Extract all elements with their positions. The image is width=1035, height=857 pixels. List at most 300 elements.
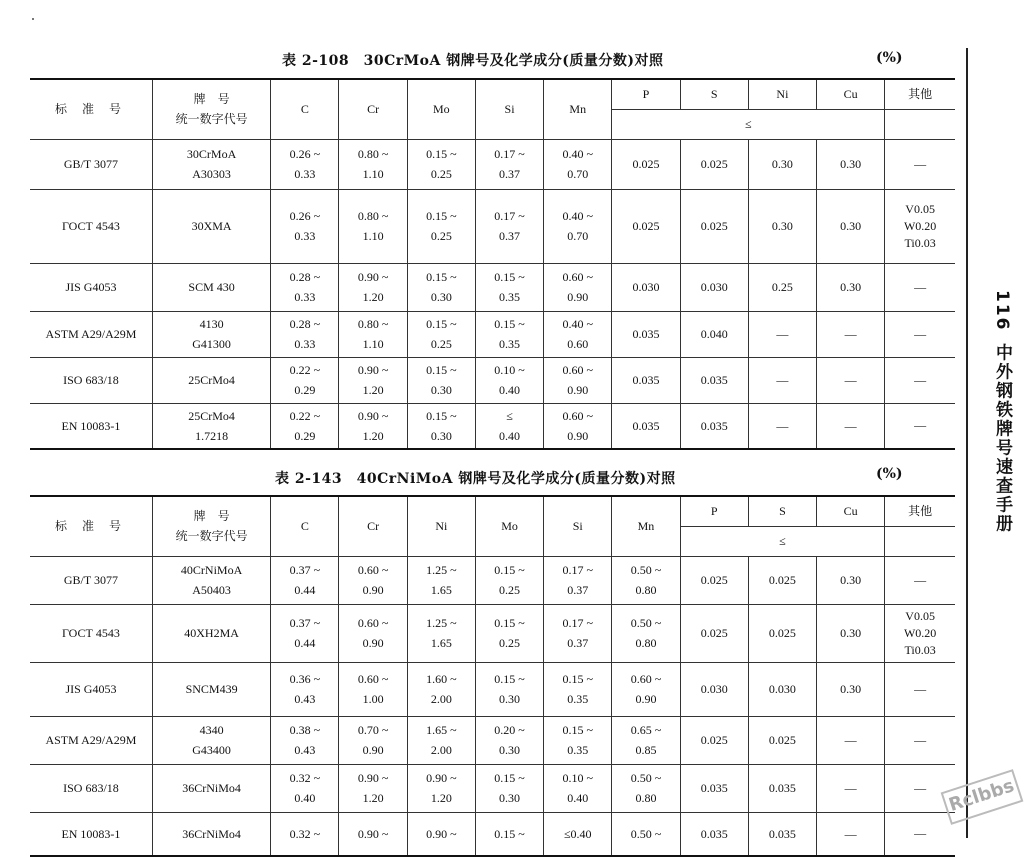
- header-element: C: [271, 496, 339, 556]
- other-element: —: [914, 156, 927, 171]
- header-element: Cr: [339, 496, 407, 556]
- value-lower-bound: 0.28 ~: [289, 270, 321, 284]
- value-upper-bound: 0.35: [499, 337, 521, 351]
- unified-code-cell: G41300: [192, 337, 231, 351]
- max-value-cell: 0.035: [680, 764, 748, 812]
- value-lower-bound: 0.50 ~: [630, 616, 662, 630]
- header-element: C: [271, 79, 339, 139]
- max-value-cell: 0.30: [817, 604, 885, 662]
- range-cell: [544, 403, 612, 449]
- max-value-cell: 0.025: [680, 189, 748, 263]
- value-lower-bound: 0.15 ~: [494, 563, 525, 577]
- range-cell: [475, 357, 543, 403]
- range-cell: [475, 403, 543, 449]
- grade-cell: 4130: [199, 317, 224, 331]
- book-title: 中外钢铁牌号速查手册: [992, 343, 1012, 534]
- max-value-cell: 0.025: [612, 139, 680, 189]
- value-lower-bound: 0.90 ~: [426, 771, 457, 785]
- value-lower-bound: 0.26 ~: [289, 147, 321, 161]
- value-lower-bound: 0.60 ~: [357, 563, 389, 577]
- grade-cell: 30CrMoA: [186, 147, 237, 161]
- max-value-cell: 0.025: [612, 189, 680, 263]
- grade-cell: 25CrMo4: [188, 408, 235, 423]
- value-lower-bound: 0.65 ~: [630, 723, 662, 737]
- value-lower-bound: 0.90 ~: [357, 771, 389, 785]
- max-value-cell: 0.025: [680, 139, 748, 189]
- max-value-cell: 0.025: [748, 556, 816, 604]
- value-upper-bound: 0.30: [430, 290, 452, 304]
- value-lower-bound: 0.15 ~: [494, 672, 525, 686]
- standard-cell: ГОСТ 4543: [30, 604, 152, 662]
- range-cell: [271, 139, 339, 189]
- value-upper-bound: 0.35: [567, 743, 589, 757]
- standard-cell: GB/T 3077: [30, 139, 152, 189]
- header-element: 其他: [885, 496, 955, 526]
- value-lower-bound: 0.90 ~: [357, 408, 389, 423]
- watermark-stamp: Rclbbs: [941, 769, 1024, 825]
- other-element: —: [914, 326, 927, 341]
- range-cell: [407, 812, 475, 856]
- value-lower-bound: 0.15 ~: [494, 616, 525, 630]
- range-cell: [475, 311, 543, 357]
- value-lower-bound: 0.80 ~: [357, 147, 389, 161]
- range-cell: [612, 556, 680, 604]
- value-lower-bound: 0.37 ~: [289, 616, 321, 630]
- value-upper-bound: 0.29: [294, 428, 316, 443]
- header-element: Cu: [817, 79, 885, 109]
- standard-cell: ГОСТ 4543: [30, 189, 152, 263]
- value-upper-bound: 0.29: [294, 383, 316, 397]
- table2-composition: [30, 495, 955, 857]
- standard-cell: JIS G4053: [30, 263, 152, 311]
- value-upper-bound: 0.43: [294, 743, 316, 757]
- range-cell: [407, 311, 475, 357]
- header-element: Mo: [407, 79, 475, 139]
- header-unified-code: 统一数字代号: [175, 529, 248, 544]
- range-cell: [475, 189, 543, 263]
- value-lower-bound: ≤: [506, 408, 513, 423]
- value-upper-bound: 1.20: [362, 383, 384, 397]
- range-cell: [544, 604, 612, 662]
- value-lower-bound: 0.90 ~: [357, 270, 389, 284]
- value-upper-bound: 1.10: [362, 167, 384, 181]
- max-value-cell: 0.30: [817, 556, 885, 604]
- header-element: Si: [544, 496, 612, 556]
- value-lower-bound: 0.17 ~: [494, 147, 525, 161]
- grade-cell: 25CrMo4: [188, 373, 235, 387]
- range-cell: [407, 189, 475, 263]
- other-element: Ti0.03: [904, 642, 936, 657]
- value-upper-bound: 0.90: [362, 636, 384, 650]
- range-cell: [475, 139, 543, 189]
- max-value-cell: 0.025: [680, 556, 748, 604]
- max-value-cell: —: [817, 403, 885, 449]
- value-upper-bound: 0.30: [499, 791, 521, 805]
- value-upper-bound: 0.33: [294, 290, 316, 304]
- value-lower-bound: 0.17 ~: [562, 616, 593, 630]
- table-row: [30, 812, 955, 856]
- range-cell: [339, 263, 407, 311]
- other-element: —: [914, 418, 927, 433]
- header-element: Si: [475, 79, 543, 139]
- value-upper-bound: 1.20: [430, 791, 452, 805]
- value-upper-bound: 0.80: [635, 791, 657, 805]
- other-cell: [885, 662, 955, 716]
- value-lower-bound: 0.70 ~: [357, 723, 389, 737]
- range-cell: [612, 662, 680, 716]
- max-value-cell: 0.30: [817, 189, 885, 263]
- range-cell: [271, 662, 339, 716]
- range-cell: [339, 662, 407, 716]
- grade-cell: 4340: [199, 723, 224, 737]
- scan-speck: [32, 18, 34, 20]
- range-cell: [271, 263, 339, 311]
- max-value-cell: 0.035: [748, 764, 816, 812]
- range-cell: [339, 812, 407, 856]
- value-lower-bound: 0.10 ~: [562, 771, 593, 785]
- other-element: —: [914, 279, 927, 294]
- value-upper-bound: 0.30: [499, 692, 521, 706]
- value-upper-bound: 1.20: [362, 290, 384, 304]
- value-lower-bound: 0.15 ~: [494, 317, 525, 331]
- range-cell: [271, 812, 339, 856]
- other-cell: [885, 311, 955, 357]
- table-row: [30, 403, 955, 449]
- value-upper-bound: 0.90: [567, 428, 589, 443]
- grade-cell: 40CrNiMoA: [180, 563, 243, 577]
- table2-title: 表 2-143 40CrNiMoA 钢牌号及化学成分(质量分数)对照: [275, 471, 676, 487]
- value-lower-bound: 0.80 ~: [357, 209, 389, 223]
- header-max-sign: ≤: [612, 109, 885, 139]
- value-upper-bound: 0.70: [567, 229, 589, 243]
- range-cell: [544, 662, 612, 716]
- max-value-cell: 0.035: [680, 357, 748, 403]
- grade-cell: SCM 430: [188, 280, 235, 294]
- value-upper-bound: 1.00: [362, 692, 384, 706]
- range-cell: [475, 263, 543, 311]
- value-lower-bound: 1.65 ~: [426, 723, 457, 737]
- table1-title: 表 2-108 30CrMoA 钢牌号及化学成分(质量分数)对照: [282, 53, 664, 69]
- table-row: [30, 716, 955, 764]
- value-upper-bound: ≤0.40: [563, 826, 592, 841]
- value-upper-bound: 0.33: [294, 229, 316, 243]
- value-lower-bound: 0.15 ~: [494, 270, 525, 284]
- standard-cell: JIS G4053: [30, 662, 152, 716]
- range-cell: [544, 556, 612, 604]
- value-upper-bound: 0.90: [362, 583, 384, 597]
- other-cell: [885, 604, 955, 662]
- range-cell: [544, 263, 612, 311]
- range-cell: [544, 764, 612, 812]
- value-lower-bound: 0.90 ~: [426, 826, 457, 841]
- value-upper-bound: 0.37: [567, 636, 589, 650]
- other-element: —: [914, 681, 927, 696]
- standard-cell: EN 10083-1: [30, 812, 152, 856]
- standard-cell: GB/T 3077: [30, 556, 152, 604]
- max-value-cell: 0.30: [748, 139, 816, 189]
- value-upper-bound: 1.20: [362, 428, 384, 443]
- unified-code-cell: A30303: [192, 167, 231, 181]
- value-lower-bound: 0.37 ~: [289, 563, 321, 577]
- unified-code-cell: 1.7218: [195, 428, 229, 443]
- value-lower-bound: 0.10 ~: [494, 363, 525, 377]
- header-element: Mn: [612, 496, 680, 556]
- max-value-cell: 0.030: [612, 263, 680, 311]
- range-cell: [271, 403, 339, 449]
- max-value-cell: —: [817, 764, 885, 812]
- value-upper-bound: 0.25: [499, 583, 521, 597]
- value-upper-bound: 0.25: [430, 337, 452, 351]
- value-upper-bound: 0.85: [635, 743, 657, 757]
- table1-unit: (%): [876, 50, 903, 66]
- value-upper-bound: 0.40: [499, 428, 521, 443]
- value-upper-bound: 2.00: [430, 692, 452, 706]
- range-cell: [475, 604, 543, 662]
- range-cell: [612, 812, 680, 856]
- max-value-cell: 0.30: [817, 263, 885, 311]
- standard-cell: ASTM A29/A29M: [30, 311, 152, 357]
- other-cell: [885, 716, 955, 764]
- other-element: —: [914, 372, 927, 387]
- value-lower-bound: 0.15 ~: [426, 317, 457, 331]
- max-value-cell: 0.30: [817, 662, 885, 716]
- max-value-cell: 0.035: [680, 403, 748, 449]
- value-lower-bound: 0.60 ~: [562, 363, 593, 377]
- value-lower-bound: 0.17 ~: [562, 563, 593, 577]
- grade-cell: 30ХМА: [191, 219, 232, 233]
- value-upper-bound: 0.70: [567, 167, 589, 181]
- value-upper-bound: 0.33: [294, 167, 316, 181]
- range-cell: [339, 556, 407, 604]
- value-upper-bound: 0.90: [362, 743, 384, 757]
- range-cell: [612, 764, 680, 812]
- value-upper-bound: 1.20: [362, 791, 384, 805]
- header-element: P: [612, 79, 680, 109]
- other-element: V0.05: [905, 608, 935, 623]
- range-cell: [407, 764, 475, 812]
- header-standard: 标 准 号: [30, 79, 152, 139]
- value-lower-bound: 0.50 ~: [630, 563, 662, 577]
- header-standard: 标 准 号: [30, 496, 152, 556]
- value-lower-bound: 0.15 ~: [426, 408, 457, 423]
- range-cell: [339, 357, 407, 403]
- standard-cell: ISO 683/18: [30, 764, 152, 812]
- range-cell: [612, 716, 680, 764]
- value-lower-bound: 0.15 ~: [562, 723, 593, 737]
- value-lower-bound: 0.15 ~: [494, 771, 525, 785]
- table-row: [30, 662, 955, 716]
- value-lower-bound: 0.17 ~: [494, 209, 525, 223]
- max-value-cell: 0.025: [748, 716, 816, 764]
- value-upper-bound: 0.30: [430, 428, 452, 443]
- value-lower-bound: 0.40 ~: [562, 147, 593, 161]
- other-cell: [885, 812, 955, 856]
- other-element: W0.20: [903, 218, 937, 233]
- table-row: [30, 357, 955, 403]
- max-value-cell: —: [817, 357, 885, 403]
- value-upper-bound: 0.25: [499, 636, 521, 650]
- range-cell: [544, 189, 612, 263]
- other-element: Ti0.03: [904, 235, 936, 250]
- range-cell: [407, 139, 475, 189]
- range-cell: [407, 263, 475, 311]
- value-upper-bound: 0.30: [430, 383, 452, 397]
- value-upper-bound: 0.80: [635, 636, 657, 650]
- table-row: [30, 139, 955, 189]
- value-lower-bound: 0.32 ~: [289, 771, 321, 785]
- header-element: Ni: [748, 79, 816, 109]
- value-lower-bound: 0.60 ~: [630, 672, 662, 686]
- max-value-cell: 0.040: [680, 311, 748, 357]
- other-element: W0.20: [903, 625, 937, 640]
- max-value-cell: —: [817, 311, 885, 357]
- range-cell: [339, 764, 407, 812]
- range-cell: [475, 812, 543, 856]
- value-lower-bound: 0.38 ~: [289, 723, 321, 737]
- value-upper-bound: 1.65: [430, 636, 452, 650]
- value-upper-bound: 0.35: [499, 290, 521, 304]
- value-lower-bound: 0.26 ~: [289, 209, 321, 223]
- range-cell: [544, 812, 612, 856]
- value-lower-bound: 0.40 ~: [562, 209, 593, 223]
- header-element: Cu: [817, 496, 885, 526]
- grade-cell: 40ХН2МА: [184, 626, 239, 640]
- value-upper-bound: 1.65: [430, 583, 452, 597]
- header-grade: 牌 号: [193, 92, 230, 107]
- value-upper-bound: 0.33: [294, 337, 316, 351]
- range-cell: [407, 357, 475, 403]
- header-element: Mn: [544, 79, 612, 139]
- range-cell: [339, 311, 407, 357]
- value-lower-bound: 0.90 ~: [357, 363, 389, 377]
- range-cell: [339, 403, 407, 449]
- max-value-cell: —: [748, 311, 816, 357]
- unified-code-cell: G43400: [192, 743, 231, 757]
- value-upper-bound: 0.90: [635, 692, 657, 706]
- value-lower-bound: 0.80 ~: [357, 317, 389, 331]
- range-cell: [271, 357, 339, 403]
- value-upper-bound: 0.25: [430, 229, 452, 243]
- side-margin: [985, 290, 1015, 534]
- range-cell: [475, 716, 543, 764]
- max-value-cell: —: [817, 812, 885, 856]
- value-lower-bound: 0.20 ~: [494, 723, 525, 737]
- value-upper-bound: 0.90: [567, 383, 589, 397]
- table1-composition: [30, 78, 955, 450]
- max-value-cell: 0.025: [680, 604, 748, 662]
- value-upper-bound: 0.40: [567, 791, 589, 805]
- other-cell: [885, 357, 955, 403]
- header-grade: 牌 号: [193, 509, 230, 524]
- max-value-cell: 0.030: [680, 662, 748, 716]
- other-cell: [885, 556, 955, 604]
- value-lower-bound: 0.15 ~: [426, 209, 457, 223]
- range-cell: [475, 764, 543, 812]
- standard-cell: ISO 683/18: [30, 357, 152, 403]
- header-element: Mo: [475, 496, 543, 556]
- range-cell: [407, 556, 475, 604]
- max-value-cell: 0.030: [748, 662, 816, 716]
- range-cell: [544, 139, 612, 189]
- value-lower-bound: 0.15 ~: [494, 826, 525, 841]
- value-lower-bound: 1.60 ~: [426, 672, 457, 686]
- value-upper-bound: 0.37: [499, 229, 521, 243]
- value-upper-bound: 0.37: [499, 167, 521, 181]
- max-value-cell: 0.25: [748, 263, 816, 311]
- range-cell: [271, 189, 339, 263]
- other-cell: [885, 263, 955, 311]
- range-cell: [544, 357, 612, 403]
- max-value-cell: 0.025: [680, 716, 748, 764]
- value-upper-bound: 0.43: [294, 692, 316, 706]
- range-cell: [339, 604, 407, 662]
- range-cell: [475, 662, 543, 716]
- value-lower-bound: 0.15 ~: [426, 147, 457, 161]
- value-lower-bound: 0.22 ~: [289, 363, 321, 377]
- max-value-cell: —: [748, 357, 816, 403]
- range-cell: [544, 311, 612, 357]
- max-value-cell: 0.035: [612, 311, 680, 357]
- range-cell: [407, 716, 475, 764]
- value-lower-bound: 0.60 ~: [357, 616, 389, 630]
- max-value-cell: —: [817, 716, 885, 764]
- header-max-sign: ≤: [680, 526, 885, 556]
- table-row: [30, 604, 955, 662]
- value-lower-bound: 0.60 ~: [357, 672, 389, 686]
- page-number: 116: [992, 290, 1012, 332]
- header-element: S: [680, 79, 748, 109]
- grade-cell: 36CrNiMo4: [182, 781, 241, 795]
- other-element: —: [914, 826, 927, 841]
- value-upper-bound: 2.00: [430, 743, 452, 757]
- grade-cell: 36CrNiMo4: [182, 826, 241, 841]
- max-value-cell: 0.035: [612, 357, 680, 403]
- value-upper-bound: 0.80: [635, 583, 657, 597]
- range-cell: [271, 556, 339, 604]
- range-cell: [339, 139, 407, 189]
- value-lower-bound: 0.60 ~: [562, 408, 593, 423]
- value-lower-bound: 0.40 ~: [562, 317, 593, 331]
- page-gutter-rule: [966, 48, 968, 838]
- range-cell: [271, 604, 339, 662]
- max-value-cell: 0.30: [817, 139, 885, 189]
- other-cell: [885, 189, 955, 263]
- value-lower-bound: 1.25 ~: [426, 563, 457, 577]
- range-cell: [544, 716, 612, 764]
- value-upper-bound: 1.10: [362, 229, 384, 243]
- value-lower-bound: 0.15 ~: [426, 270, 457, 284]
- range-cell: [271, 311, 339, 357]
- value-lower-bound: 0.60 ~: [562, 270, 593, 284]
- value-upper-bound: 0.40: [499, 383, 521, 397]
- range-cell: [339, 716, 407, 764]
- other-element: V0.05: [905, 201, 935, 216]
- value-upper-bound: 0.44: [294, 636, 316, 650]
- value-lower-bound: 0.32 ~: [289, 826, 321, 841]
- value-upper-bound: 0.25: [430, 167, 452, 181]
- range-cell: [612, 604, 680, 662]
- value-lower-bound: 0.28 ~: [289, 317, 321, 331]
- table-row: [30, 764, 955, 812]
- range-cell: [407, 403, 475, 449]
- range-cell: [407, 662, 475, 716]
- max-value-cell: 0.035: [680, 812, 748, 856]
- table-row: [30, 311, 955, 357]
- table-row: [30, 263, 955, 311]
- other-element: —: [914, 732, 927, 747]
- value-upper-bound: 0.44: [294, 583, 316, 597]
- standard-cell: EN 10083-1: [30, 403, 152, 449]
